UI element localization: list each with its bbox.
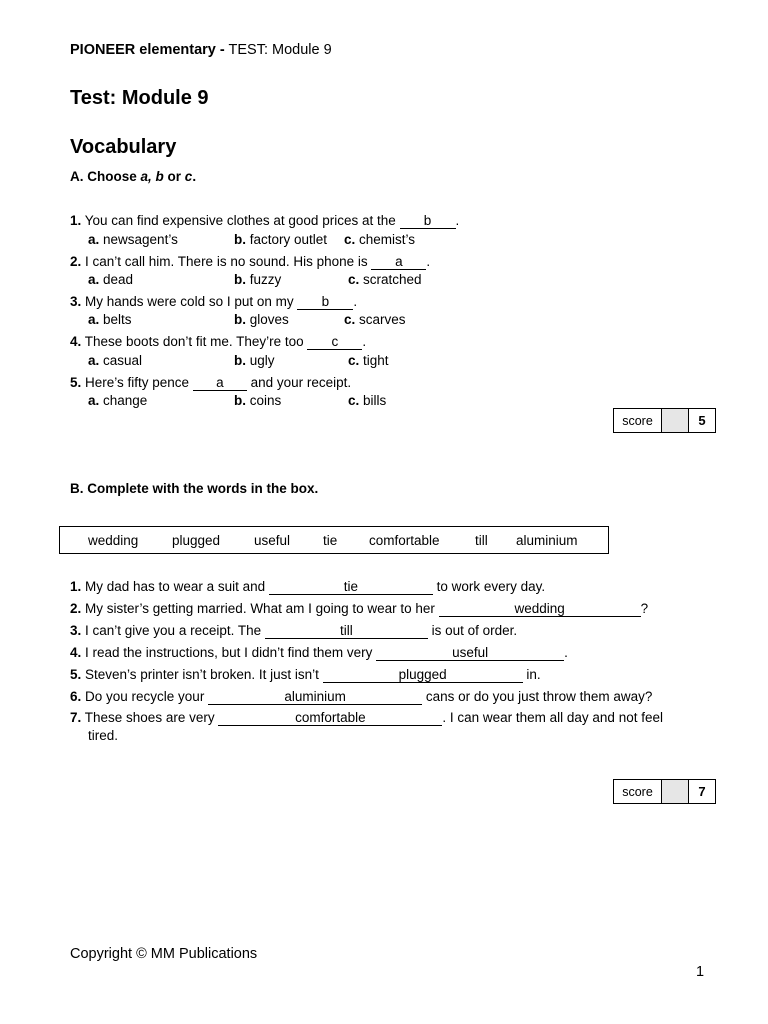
word-box	[59, 526, 609, 554]
question-b6: 6. Do you recycle your aluminium cans or do you just throw them away?	[70, 689, 653, 704]
word-item: comfortable	[369, 533, 440, 548]
option-c[interactable]: c. tight	[348, 353, 389, 368]
options-a2	[88, 272, 688, 288]
answer-blank[interactable]: a	[193, 376, 247, 391]
option-c[interactable]: c. chemist’s	[344, 232, 416, 247]
word-item: wedding	[88, 533, 139, 548]
option-c[interactable]: c. bills	[348, 393, 387, 408]
options-a4	[88, 353, 688, 369]
answer-blank[interactable]: wedding	[439, 602, 641, 617]
answer-blank[interactable]: useful	[376, 646, 564, 661]
options-a3	[88, 312, 688, 328]
part-a-instruction: A. Choose a, b or c.	[70, 169, 197, 184]
answer-blank[interactable]: tie	[269, 580, 433, 595]
word-item: tie	[323, 533, 338, 548]
score-input[interactable]	[662, 409, 689, 432]
options-a1	[88, 232, 688, 248]
header-series: PIONEER elementary -	[70, 42, 225, 58]
part-b-instruction: B. Complete with the words in the box.	[70, 481, 319, 496]
question-a3: 3. My hands were cold so I put on my b .	[70, 294, 358, 309]
answer-blank[interactable]: till	[265, 624, 428, 639]
answer-blank[interactable]: plugged	[323, 668, 523, 683]
copyright: Copyright © MM Publications	[70, 946, 258, 962]
page-number: 1	[696, 964, 705, 980]
option-c[interactable]: c. scarves	[344, 312, 406, 327]
question-b4: 4. I read the instructions, but I didn’t find them very useful .	[70, 645, 568, 660]
question-b3: 3. I can’t give you a receipt. The till is out of order.	[70, 623, 518, 638]
answer-blank[interactable]: c	[307, 335, 362, 350]
section-title: Vocabulary	[70, 136, 177, 158]
option-b[interactable]: b. ugly	[234, 353, 275, 368]
word-item: aluminium	[516, 533, 578, 548]
score-max: 7	[698, 784, 706, 799]
answer-blank[interactable]: b	[297, 295, 353, 310]
option-a[interactable]: a. dead	[88, 272, 134, 287]
word-item: useful	[254, 533, 291, 548]
answer-blank[interactable]: b	[400, 214, 456, 229]
score-label: score	[614, 409, 662, 432]
score-max: 5	[698, 413, 706, 428]
question-b2: 2. My sister’s getting married. What am I going to wear to her wedding ?	[70, 601, 649, 616]
question-a5: 5. Here’s fifty pence a and your receipt.	[70, 375, 352, 390]
option-a[interactable]: a. newsagent’s	[88, 232, 178, 247]
answer-blank[interactable]: aluminium	[208, 690, 422, 705]
option-a[interactable]: a. belts	[88, 312, 132, 327]
options-a5	[88, 393, 688, 409]
score-box-a	[613, 408, 716, 433]
score-input[interactable]	[662, 780, 689, 803]
option-b[interactable]: b. fuzzy	[234, 272, 282, 287]
question-a1: 1. You can find expensive clothes at good prices at the b .	[70, 213, 460, 228]
score-box-b	[613, 779, 716, 804]
page-header	[70, 42, 332, 58]
option-c[interactable]: c. scratched	[348, 272, 422, 287]
word-item: till	[475, 533, 488, 548]
word-item: plugged	[172, 533, 221, 548]
option-a[interactable]: a. change	[88, 393, 148, 408]
question-a2: 2. I can’t call him. There is no sound. His phone is a .	[70, 254, 431, 269]
option-b[interactable]: b. factory outlet	[234, 232, 328, 247]
question-b5: 5. Steven’s printer isn’t broken. It just isn’t plugged in.	[70, 667, 541, 682]
header-test: TEST: Module 9	[224, 42, 332, 58]
question-b7: 7. These shoes are very comfortable . I can wear them all day and not feel	[70, 710, 663, 725]
question-b1: 1. My dad has to wear a suit and tie to work every day.	[70, 579, 546, 594]
option-b[interactable]: b. gloves	[234, 312, 289, 327]
question-a4: 4. These boots don’t fit me. They’re too c .	[70, 334, 367, 349]
option-b[interactable]: b. coins	[234, 393, 282, 408]
answer-blank[interactable]: comfortable	[218, 711, 442, 726]
score-label: score	[614, 780, 662, 803]
page-title: Test: Module 9	[70, 87, 209, 109]
option-a[interactable]: a. casual	[88, 353, 143, 368]
question-b7-continuation: tired.	[88, 728, 119, 743]
answer-blank[interactable]: a	[371, 255, 426, 270]
